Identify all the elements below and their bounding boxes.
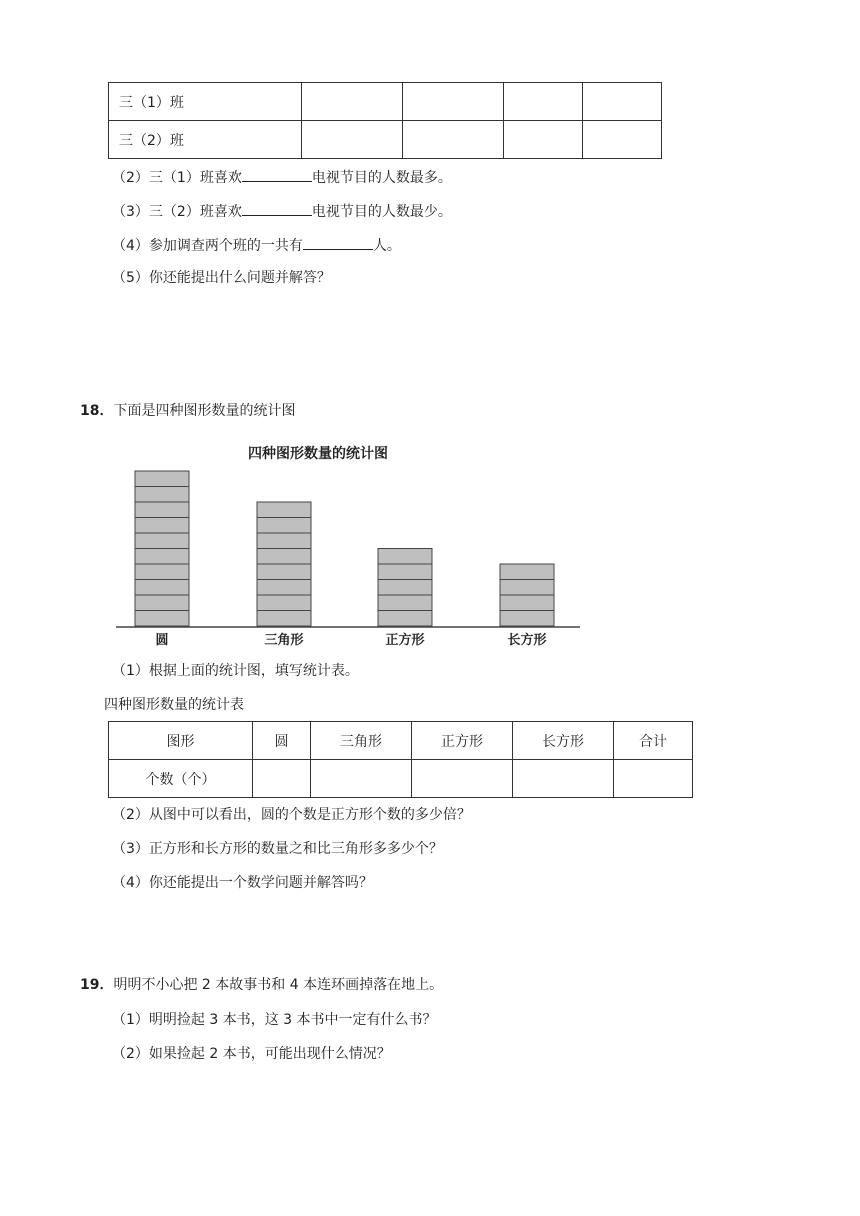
answer-cell[interactable]	[253, 760, 311, 798]
bar-block	[135, 533, 189, 549]
bar-3	[378, 549, 432, 627]
bar-2	[257, 502, 311, 626]
bar-chart	[108, 436, 588, 652]
q18-sub2: （2）从图中可以看出，圆的个数是正方形个数的多少倍？	[112, 807, 471, 823]
answer-cell[interactable]	[311, 760, 412, 798]
q18-question: 18．下面是四种图形数量的统计图	[80, 403, 296, 419]
answer-blank[interactable]	[303, 234, 373, 250]
bar-block	[135, 611, 189, 627]
bar-block	[135, 564, 189, 580]
table-row	[109, 722, 693, 760]
x-tick-label: 正方形	[385, 633, 425, 648]
bar-block	[135, 595, 189, 611]
header-cell: 三角形	[311, 722, 412, 760]
x-tick-label: 圆	[155, 633, 169, 648]
x-tick-label: 长方形	[507, 633, 547, 648]
bar-block	[500, 564, 554, 580]
bar-block	[378, 564, 432, 580]
bar-block	[135, 471, 189, 487]
q17-cell[interactable]	[583, 83, 662, 121]
q17-row1-label: 三（1）班	[109, 83, 302, 121]
header-cell: 合计	[614, 722, 693, 760]
q17-table	[108, 82, 662, 159]
table-row	[109, 83, 662, 121]
answer-blank[interactable]	[242, 166, 312, 182]
bar-block	[135, 518, 189, 534]
q18-sub4: （4）你还能提出一个数学问题并解答吗？	[112, 875, 373, 891]
chart-bars	[135, 471, 554, 626]
q17-row2-label: 三（2）班	[109, 121, 302, 159]
answer-cell[interactable]	[513, 760, 614, 798]
q17-cell[interactable]	[583, 121, 662, 159]
q18-table	[108, 721, 693, 798]
bar-block	[378, 580, 432, 596]
table-row	[109, 121, 662, 159]
answer-cell[interactable]	[412, 760, 513, 798]
header-cell: 图形	[109, 722, 253, 760]
x-tick-labels	[155, 632, 547, 648]
header-cell: 正方形	[412, 722, 513, 760]
q19-sub2: （2）如果捡起 2 本书，可能出现什么情况？	[112, 1046, 391, 1062]
answer-blank[interactable]	[242, 200, 312, 216]
q18-sub3: （3）正方形和长方形的数量之和比三角形多多少个？	[112, 841, 443, 857]
bar-block	[135, 580, 189, 596]
table-row	[109, 760, 693, 798]
q17-sub3: （3）三（2）班喜欢 电视节目的人数最少。	[112, 200, 452, 222]
row-label: 个数（个）	[109, 760, 253, 798]
q17-sub5: （5）你还能提出什么问题并解答？	[112, 270, 331, 286]
header-cell: 圆	[253, 722, 311, 760]
bar-block	[135, 549, 189, 565]
bar-block	[257, 595, 311, 611]
chart-title: 四种图形数量的统计图	[248, 446, 388, 462]
q17-sub4: （4）参加调查两个班的一共有 人。	[112, 234, 401, 256]
bar-block	[500, 580, 554, 596]
question-number: 19．	[80, 977, 114, 993]
bar-block	[257, 549, 311, 565]
q18-sub1: （1）根据上面的统计图，填写统计表。	[112, 663, 359, 679]
bar-block	[378, 595, 432, 611]
q17-cell[interactable]	[403, 121, 504, 159]
bar-block	[257, 502, 311, 518]
q18-table-title: 四种图形数量的统计表	[104, 697, 244, 713]
x-tick-label: 三角形	[264, 633, 304, 648]
bar-4	[500, 564, 554, 626]
bar-block	[378, 549, 432, 565]
bar-block	[135, 487, 189, 503]
q17-cell[interactable]	[504, 83, 583, 121]
bar-1	[135, 471, 189, 626]
bar-block	[257, 533, 311, 549]
question-number: 18．	[80, 403, 114, 419]
q17-cell[interactable]	[302, 121, 403, 159]
q19-sub1: （1）明明捡起 3 本书，这 3 本书中一定有什么书？	[112, 1012, 437, 1028]
q17-cell[interactable]	[403, 83, 504, 121]
q17-cell[interactable]	[504, 121, 583, 159]
bar-block	[500, 611, 554, 627]
q17-sub2: （2）三（1）班喜欢 电视节目的人数最多。	[112, 166, 452, 188]
bar-block	[378, 611, 432, 627]
q17-cell[interactable]	[302, 83, 403, 121]
answer-cell[interactable]	[614, 760, 693, 798]
bar-block	[135, 502, 189, 518]
bar-block	[257, 580, 311, 596]
header-cell: 长方形	[513, 722, 614, 760]
bar-block	[257, 611, 311, 627]
bar-block	[257, 564, 311, 580]
bar-block	[500, 595, 554, 611]
q19-question: 19．明明不小心把 2 本故事书和 4 本连环画掉落在地上。	[80, 977, 444, 993]
bar-block	[257, 518, 311, 534]
